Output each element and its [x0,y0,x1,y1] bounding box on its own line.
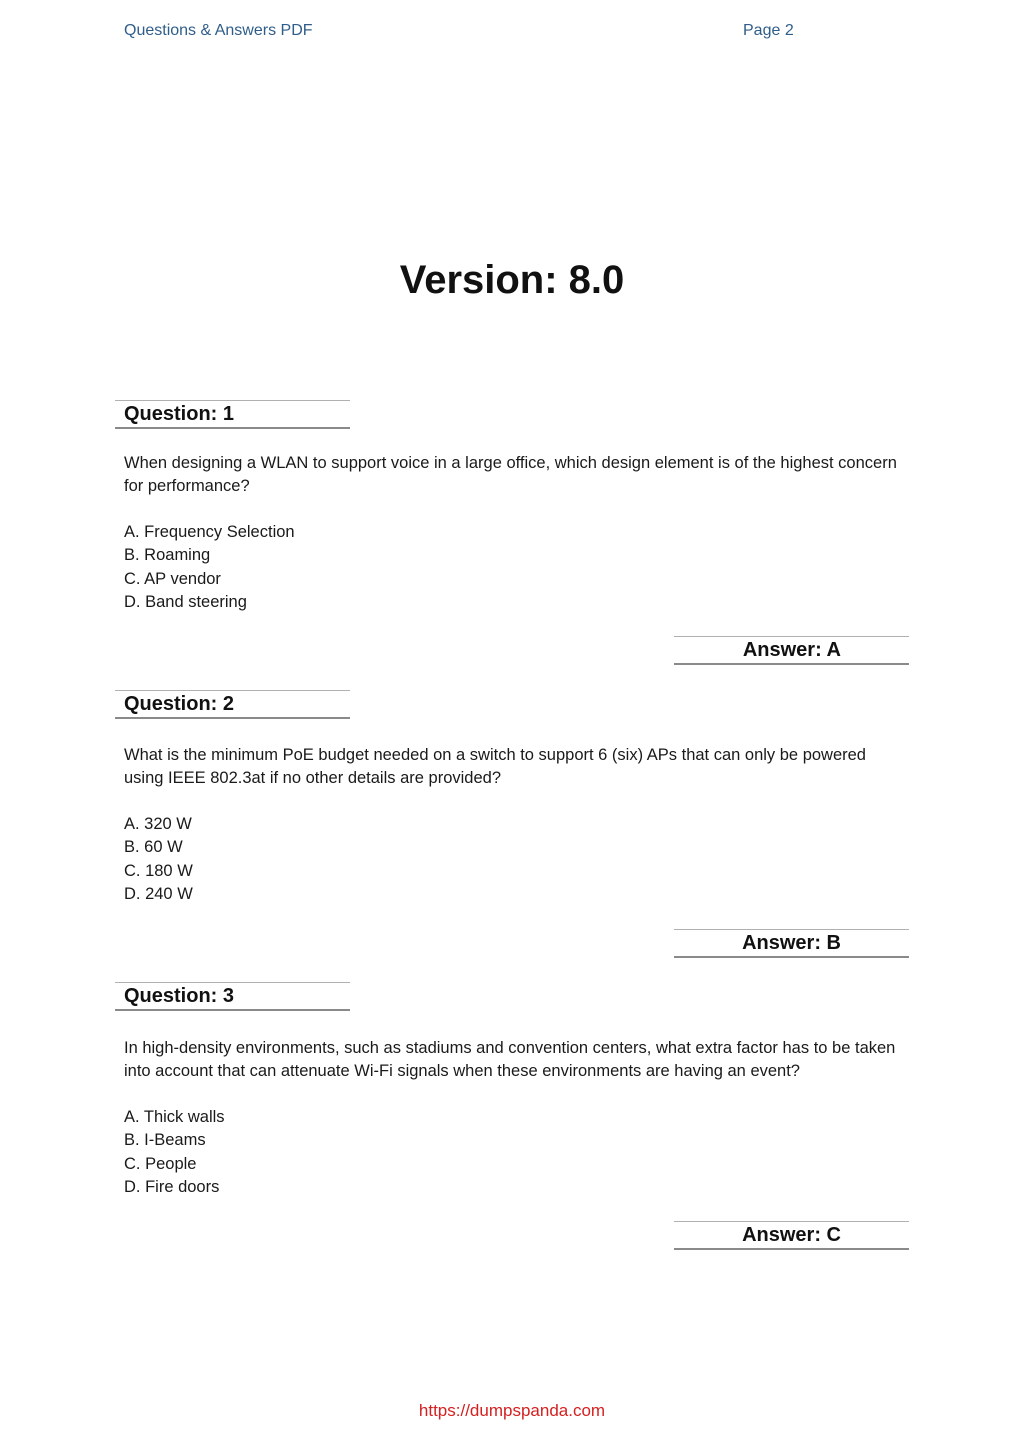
option-c: C. 180 W [124,861,193,880]
footer-website-link[interactable]: https://dumpspanda.com [418,1401,606,1420]
option-b: B. I-Beams [124,1131,206,1150]
option-d: D. Fire doors [124,1177,220,1196]
option-b: B. Roaming [124,546,211,565]
answer-label: Answer: C [742,1224,841,1246]
option-d: D. Band steering [124,592,247,611]
question-options [124,521,624,614]
answer-label: Answer: A [742,639,841,661]
question-heading-label: Question: 3 [124,985,235,1007]
option-c: C. People [124,1154,197,1173]
question-text: In high-density environments, such as stadiums and convention centers, what extra factor has to be taken into account that can attenuate Wi-Fi signals when these environments are having an event? [124,1039,896,1080]
question-heading [115,982,350,1011]
question-heading [115,690,350,719]
page-number: Page 2 [743,22,794,39]
option-c: C. AP vendor [124,569,221,588]
answer-box [674,929,909,958]
version-title: Version: 8.0 [399,258,625,302]
question-options [124,1106,624,1199]
question-heading-label: Question: 2 [124,693,235,715]
question-heading [115,400,350,429]
answer-box [674,636,909,665]
question-options [124,813,624,906]
header-title: Questions & Answers PDF [124,22,313,39]
answer-box [674,1221,909,1250]
question-text: What is the minimum PoE budget needed on a switch to support 6 (six) APs that can only be powered using IEEE 802.3at if no other details are provided? [124,746,866,787]
option-a: A. 320 W [124,815,192,833]
option-a: A. Frequency Selection [124,523,295,541]
option-d: D. 240 W [124,884,193,903]
question-text: When designing a WLAN to support voice in a large office, which design element is of the highest concern for performance? [124,454,897,495]
answer-label: Answer: B [742,932,841,954]
option-a: A. Thick walls [124,1108,225,1126]
question-heading-label: Question: 1 [124,403,235,425]
option-b: B. 60 W [124,838,183,857]
